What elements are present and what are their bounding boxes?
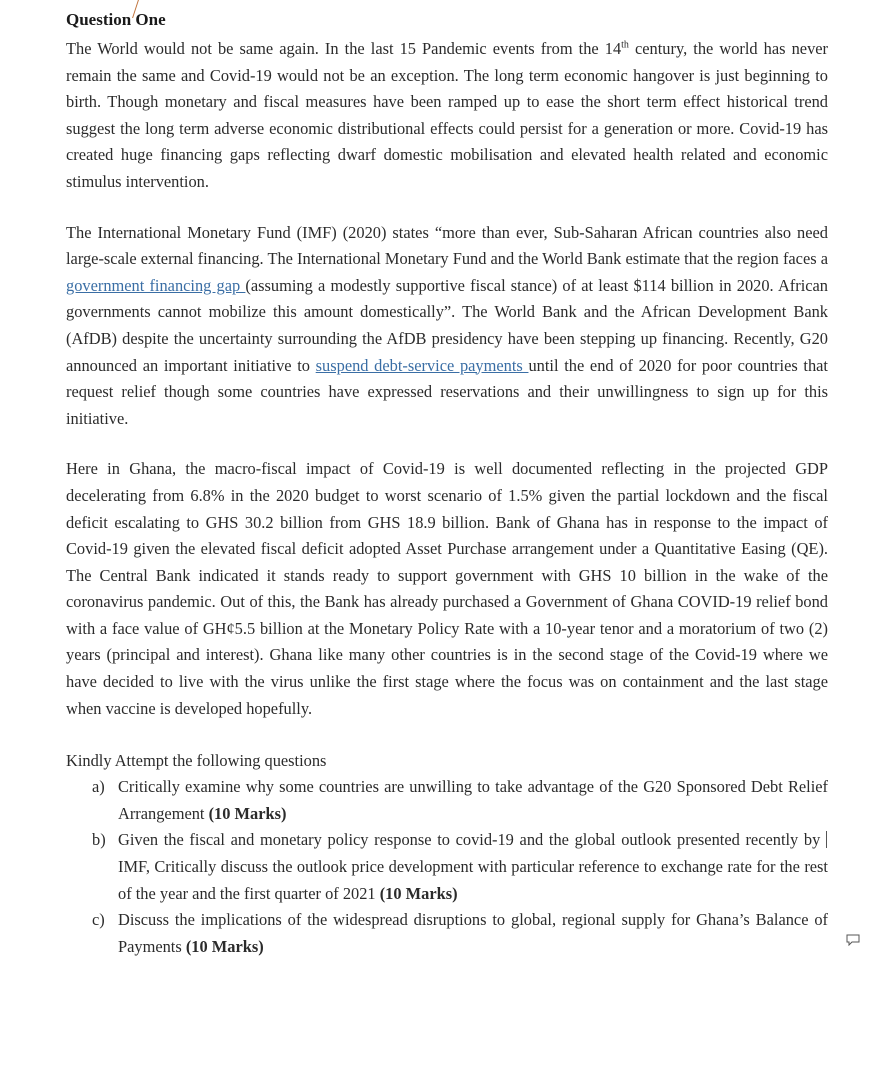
paragraph-imf: The International Monetary Fund (IMF) (2020) states “more than ever, Sub-Saharan African countries also need large-scale external financing. The International Monetary Fund and the World Bank estimate that the region faces a government financing gap (assuming a modestly supportive fiscal stance) of at least $114 billion in 2020. African governments cannot mobilize this amount domestically”. The World Bank and the African Development Bank (AfDB) despite the uncertainty surrounding the AfDB presidency have been stepping up financing. Recently, G20 announced an important initiative to suspend debt-service payments until the end of 2020 for poor countries that request relief though some countries have expressed reservations and their unwillingness to sign up for this initiative. [66,222,828,428]
question-list [66,774,828,960]
link-suspend-debt-service[interactable]: suspend debt-service payments [315,355,529,375]
question-a: a) Critically examine why some countries are unwilling to take advantage of the G20 Sponsored Debt Relief Arrangement (10 Marks) [92,777,828,823]
questions-intro: Kindly Attempt the following questions [66,751,327,771]
question-title: Question One [66,10,166,29]
question-b: b) Given the fiscal and monetary policy response to covid-19 and the global outlook presented recently by IMF, Critically discuss the outlook price development with particular reference to exchange rate for the rest of the year and the first quarter of 2021 (10 Marks) [92,830,828,903]
document-page [66,8,828,960]
paragraph-ghana: Here in Ghana, the macro-fiscal impact of Covid-19 is well documented reflecting in the projected GDP decelerating from 6.8% in the 2020 budget to worst scenario of 1.5% given the partial lockdown and the fiscal deficit escalating to GHS 30.2 billion from GHS 18.9 billion. Bank of Ghana has in response to the impact of Covid-19 given the elevated fiscal deficit adopted Asset Purchase arrangement under a Quantitative Easing (QE). The Central Bank indicated it stands ready to support government with GHS 10 billion in the wake of the coronavirus pandemic. Out of this, the Bank has already purchased a Government of Ghana COVID-19 relief bond with a face value of GH¢5.5 billion at the Monetary Policy Rate with a 10-year tenor and a moratorium of two (2) years (principal and interest). Ghana like many other countries is in the second stage of the Covid-19 where we have decided to live with the virus unlike the first stage where the focus was on containment and the last stage when vaccine is developed hopefully. [66,459,828,718]
comment-icon[interactable] [846,934,860,946]
question-c: c) Discuss the implications of the widespread disruptions to global, regional supply for Ghana’s Balance of Payments (10 Marks) [92,910,828,956]
paragraph-intro: The World would not be same again. In the last 15 Pandemic events from the 14th century, the world has never remain the same and Covid-19 would not be an exception. The long term economic hangover is just beginning to birth. Though monetary and fiscal measures have been ramped up to ease the short term effect historical trend suggest the long term adverse economic distributional effects could persist for a generation or more. Covid-19 has created huge financing gaps reflecting dwarf domestic mobilisation and elevated health related and economic stimulus intervention. [66,39,829,191]
link-government-financing-gap[interactable]: government financing gap [66,275,246,295]
text-cursor [826,831,827,848]
